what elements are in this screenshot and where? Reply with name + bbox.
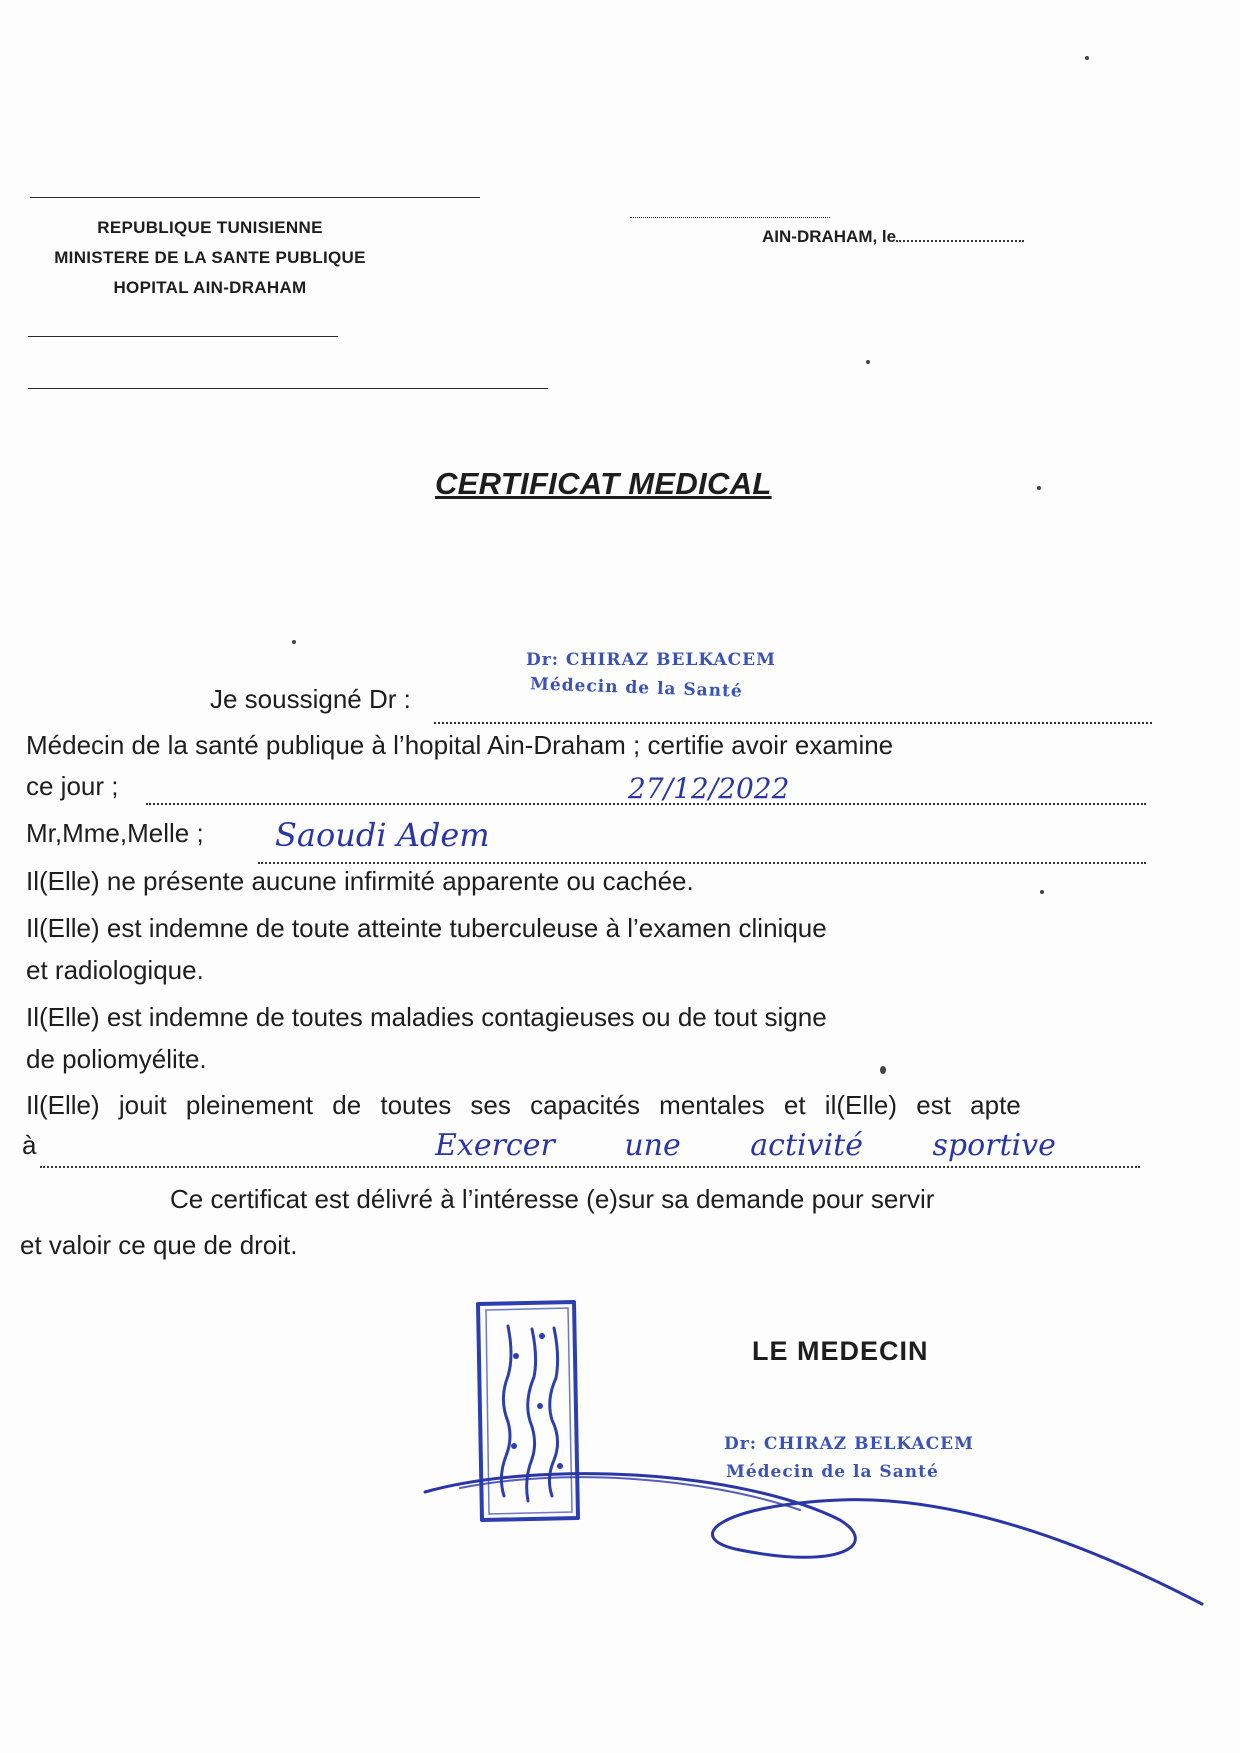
- header-rule-right: [630, 217, 830, 218]
- scan-speck: [1037, 486, 1041, 490]
- body-line-6: Il(Elle) est indemne de toute atteinte tuberculeuse à l’examen clinique: [26, 913, 827, 943]
- body-line-8: Il(Elle) est indemne de toutes maladies contagieuses ou de tout signe: [26, 1002, 827, 1032]
- doctor-signature-icon: [420, 1430, 1220, 1610]
- doctor-stamp-bottom-name: Dr: CHIRAZ BELKACEM: [724, 1434, 974, 1454]
- body-line-4: Mr,Mme,Melle ;: [26, 818, 204, 848]
- document-title: CERTIFICAT MEDICAL: [435, 466, 772, 501]
- doctor-stamp-bottom-title: Médecin de la Santé: [726, 1462, 939, 1482]
- doctor-stamp-top-name: Dr: CHIRAZ BELKACEM: [526, 650, 776, 670]
- scan-speck: [866, 360, 870, 364]
- body-line-7: et radiologique.: [26, 955, 204, 985]
- doctor-stamp-top-title: Médecin de la Santé: [529, 674, 744, 702]
- scan-speck: [292, 640, 296, 644]
- body-line-2: Médecin de la santé publique à l’hopital Ain-Draham ; certifie avoir examine: [26, 730, 894, 760]
- header-rule-top: [30, 197, 480, 198]
- ministry-label: MINISTERE DE LA SANTE PUBLIQUE: [54, 248, 366, 267]
- handwritten-date: 27/12/2022: [628, 772, 790, 805]
- body-line-10: [26, 1090, 1166, 1121]
- institution-header: [30, 213, 390, 303]
- scan-speck: [1085, 56, 1089, 60]
- body-line-5: Il(Elle) ne présente aucune infirmité apparente ou cachée.: [26, 866, 694, 896]
- scan-speck: [1040, 890, 1044, 894]
- header-rule-mid: [28, 336, 338, 337]
- place-date-blank: [896, 226, 1024, 242]
- handwritten-patient-name: Saoudi Adem: [275, 816, 490, 854]
- scan-speck: [880, 1066, 886, 1074]
- body-line-10-text: Il(Elle) jouit pleinement de toutes ses capacités mentales et il(Elle) est apte: [26, 1090, 1021, 1120]
- patient-name-blank: [258, 862, 1146, 864]
- body-line-12: Ce certificat est délivré à l’intéresse (e)sur sa demande pour servir: [170, 1184, 935, 1214]
- doctor-name-blank: [434, 722, 1152, 724]
- body-line-9: de poliomyélite.: [26, 1044, 207, 1074]
- body-line-13: et valoir ce que de droit.: [20, 1230, 298, 1260]
- place-date-field: [762, 226, 1024, 247]
- handwritten-purpose: Exercer une activité sportive: [435, 1128, 1056, 1163]
- aptitude-blank: [40, 1166, 1140, 1168]
- header-rule-bottom: [28, 388, 548, 389]
- hospital-label: HOPITAL AIN-DRAHAM: [113, 278, 307, 297]
- body-line-1: Je soussigné Dr :: [210, 684, 411, 714]
- body-line-3: ce jour ;: [26, 771, 119, 801]
- place-date-label: AIN-DRAHAM, le: [762, 227, 897, 246]
- body-line-11: à: [22, 1130, 37, 1160]
- signature-label: LE MEDECIN: [752, 1336, 929, 1366]
- republic-label: REPUBLIQUE TUNISIENNE: [97, 218, 323, 237]
